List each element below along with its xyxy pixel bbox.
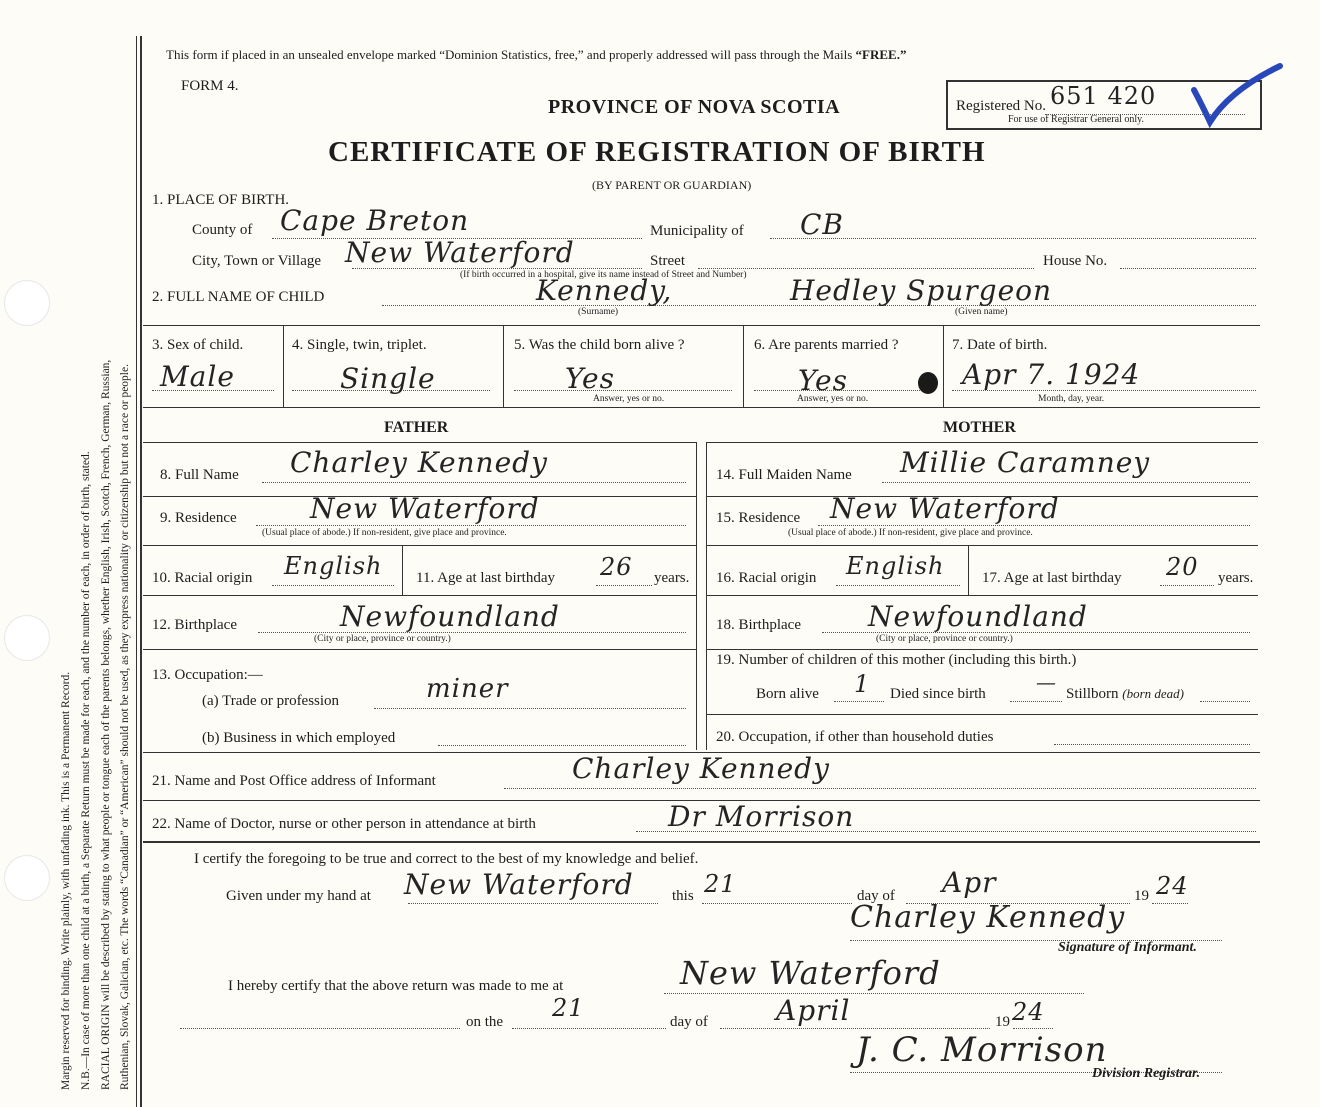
born-alive-label: 5. Was the child born alive ? bbox=[514, 337, 685, 353]
mother-residence-caption: (Usual place of abode.) If non-resident, give place and province. bbox=[788, 528, 1033, 538]
father-occupation-label: 13. Occupation:— bbox=[152, 667, 263, 683]
mail-note bbox=[166, 47, 906, 63]
died-since-birth-underline bbox=[1010, 701, 1062, 702]
child-name-label: 2. FULL NAME OF CHILD bbox=[152, 289, 325, 305]
registered-number: 651 420 bbox=[1050, 82, 1157, 110]
doctor-value: Dr Morrison bbox=[668, 800, 855, 833]
mother-rule-4 bbox=[706, 595, 1258, 596]
father-rule-4 bbox=[143, 595, 696, 596]
registrar-year-value: 24 bbox=[1012, 998, 1045, 1026]
mother-rule-5 bbox=[706, 649, 1258, 650]
mother-name-value: Millie Caramney bbox=[900, 446, 1151, 479]
city-label: City, Town or Village bbox=[192, 253, 322, 269]
check-mark-icon bbox=[1190, 60, 1285, 130]
date-of-birth-label: 7. Date of birth. bbox=[952, 337, 1048, 353]
doctor-label: 22. Name of Doctor, nurse or other person in attendance at birth bbox=[152, 816, 536, 832]
trade-value: miner bbox=[426, 674, 509, 704]
city-value: New Waterford bbox=[345, 236, 575, 269]
registrar-day-value: 21 bbox=[552, 994, 585, 1022]
registrar-place-value: New Waterford bbox=[680, 954, 941, 992]
informant-value: Charley Kennedy bbox=[572, 752, 830, 785]
certificate-subtitle: (BY PARENT OR GUARDIAN) bbox=[592, 178, 752, 192]
sex-value: Male bbox=[160, 360, 235, 393]
punch-hole-top bbox=[4, 280, 50, 326]
mail-note-free: “FREE.” bbox=[855, 47, 907, 62]
municipality-value: CB bbox=[800, 208, 844, 241]
mother-racial-label: 16. Racial origin bbox=[716, 570, 817, 586]
registrar-place-underline bbox=[664, 993, 1084, 994]
punch-hole-middle bbox=[4, 615, 50, 661]
divider-5-6 bbox=[743, 325, 744, 407]
month-value: Apr bbox=[942, 866, 997, 899]
divider-3-4 bbox=[283, 325, 284, 407]
died-since-birth-value: — bbox=[1036, 670, 1057, 694]
mother-rule-1 bbox=[706, 442, 1258, 443]
mother-birthplace-caption: (City or place, province or country.) bbox=[876, 634, 1013, 644]
mother-residence-label: 15. Residence bbox=[716, 510, 801, 526]
mother-age-underline bbox=[1160, 585, 1214, 586]
father-racial-value: English bbox=[284, 552, 383, 580]
street-underline bbox=[698, 268, 1034, 269]
on-the-lead-underline bbox=[180, 1028, 460, 1029]
margin-note-4: Ruthenian, Slovak, Galician, etc. The words “Canadian” or “American” should not be used, as they express nationality or citizenship but not a race or people. bbox=[119, 364, 131, 1090]
registrar-year-prefix: 19 bbox=[995, 1014, 1010, 1030]
mail-note-text: This form if placed in an unsealed envelope marked “Dominion Statistics, free,” and properly addressed will pass through the Mails bbox=[166, 47, 853, 62]
registrar-note: For use of Registrar General only. bbox=[1008, 114, 1144, 125]
punch-hole-bottom bbox=[4, 855, 50, 901]
registrar-year-underline bbox=[1013, 1028, 1053, 1029]
stillborn-text: Stillborn bbox=[1066, 686, 1119, 702]
stillborn-label bbox=[1066, 686, 1184, 703]
father-rule-5 bbox=[143, 649, 696, 650]
father-name-label: 8. Full Name bbox=[160, 467, 239, 483]
date-of-birth-caption: Month, day, year. bbox=[1038, 394, 1105, 404]
business-underline bbox=[438, 745, 686, 746]
informant-label: 21. Name and Post Office address of Informant bbox=[152, 773, 436, 789]
registrar-day-of-label: day of bbox=[670, 1014, 708, 1030]
margin-rule-left bbox=[136, 36, 137, 1107]
place-of-birth-label: 1. PLACE OF BIRTH. bbox=[152, 192, 290, 208]
born-alive-caption: Answer, yes or no. bbox=[593, 394, 665, 404]
father-racial-underline bbox=[272, 585, 394, 586]
child-surname-value: Kennedy, bbox=[536, 274, 673, 307]
father-residence-value: New Waterford bbox=[310, 492, 540, 525]
given-name-caption: (Given name) bbox=[955, 307, 1008, 317]
street-label: Street bbox=[650, 253, 685, 269]
father-residence-underline bbox=[256, 525, 686, 526]
parents-married-caption: Answer, yes or no. bbox=[797, 394, 869, 404]
parents-married-value: Yes bbox=[798, 364, 848, 397]
margin-note-3: RACIAL ORIGIN will be described by stating to what people or tongue each of the parents belongs, whether English, Irish, Scotch, French, German, Russian, bbox=[100, 359, 112, 1090]
father-rule-1 bbox=[143, 442, 696, 443]
registrar-day-underline bbox=[512, 1028, 666, 1029]
sex-label: 3. Sex of child. bbox=[152, 337, 244, 353]
father-age-underline bbox=[596, 585, 652, 586]
surname-caption: (Surname) bbox=[578, 307, 619, 317]
born-alive-value: Yes bbox=[565, 362, 615, 395]
died-since-birth-label: Died since birth bbox=[890, 686, 986, 702]
father-column-right bbox=[696, 442, 697, 750]
house-number-label: House No. bbox=[1043, 253, 1108, 269]
father-residence-caption: (Usual place of abode.) If non-resident, give place and province. bbox=[262, 528, 507, 538]
business-label: (b) Business in which employed bbox=[202, 730, 396, 746]
father-name-value: Charley Kennedy bbox=[290, 446, 548, 479]
mother-occupation-label: 20. Occupation, if other than household duties bbox=[716, 729, 994, 745]
hospital-note: (If birth occurred in a hospital, give its name instead of Street and Number) bbox=[460, 270, 747, 280]
given-place-value: New Waterford bbox=[404, 868, 634, 901]
year-underline bbox=[1152, 903, 1188, 904]
rule-before-certification bbox=[143, 841, 1260, 843]
margin-rule-right bbox=[140, 36, 142, 1107]
mother-birthplace-label: 18. Birthplace bbox=[716, 617, 801, 633]
father-racial-label: 10. Racial origin bbox=[152, 570, 253, 586]
given-under-hand-label: Given under my hand at bbox=[226, 888, 371, 904]
on-the-label: on the bbox=[466, 1014, 504, 1030]
born-alive-underline bbox=[514, 390, 732, 391]
registrar-month-value: April bbox=[776, 994, 851, 1027]
divider-4-5 bbox=[503, 325, 504, 407]
trade-label: (a) Trade or profession bbox=[202, 693, 340, 709]
father-birthplace-value: Newfoundland bbox=[340, 600, 560, 633]
mother-birthplace-value: Newfoundland bbox=[868, 600, 1088, 633]
divider-6-7 bbox=[943, 325, 944, 407]
mother-race-age-divider bbox=[968, 545, 969, 595]
parents-married-label: 6. Are parents married ? bbox=[754, 337, 899, 353]
day-value: 21 bbox=[704, 870, 737, 898]
father-name-underline bbox=[262, 482, 686, 483]
rule-after-name bbox=[143, 325, 1260, 326]
mother-rule-3 bbox=[706, 545, 1258, 546]
mother-racial-underline bbox=[836, 585, 960, 586]
born-alive-count-label: Born alive bbox=[756, 686, 819, 702]
mother-occupation-underline bbox=[1054, 744, 1250, 745]
mother-rule-6 bbox=[706, 714, 1258, 715]
children-count-label: 19. Number of children of this mother (including this birth.) bbox=[716, 652, 1077, 668]
father-age-unit: years. bbox=[654, 570, 690, 586]
ink-blot bbox=[918, 372, 938, 394]
mother-racial-value: English bbox=[846, 552, 945, 580]
mother-name-label: 14. Full Maiden Name bbox=[716, 467, 852, 483]
stillborn-underline bbox=[1200, 701, 1250, 702]
municipality-label: Municipality of bbox=[650, 223, 744, 239]
certify-statement: I certify the foregoing to be true and correct to the best of my knowledge and belief. bbox=[194, 851, 699, 867]
given-place-underline bbox=[408, 903, 658, 904]
mother-residence-underline bbox=[818, 525, 1250, 526]
born-alive-count-value: 1 bbox=[854, 670, 871, 698]
day-underline bbox=[702, 903, 852, 904]
day-of-label: day of bbox=[857, 888, 895, 904]
stillborn-note: (born dead) bbox=[1122, 686, 1185, 701]
registrar-signature-caption: Division Registrar. bbox=[1092, 1066, 1201, 1081]
mother-name-underline bbox=[882, 482, 1250, 483]
mother-age-label: 17. Age at last birthday bbox=[982, 570, 1122, 586]
father-residence-label: 9. Residence bbox=[160, 510, 237, 526]
child-given-value: Hedley Spurgeon bbox=[790, 274, 1053, 307]
plurality-label: 4. Single, twin, triplet. bbox=[292, 337, 427, 353]
father-rule-3 bbox=[143, 545, 696, 546]
father-age-label: 11. Age at last birthday bbox=[416, 570, 555, 586]
county-label: County of bbox=[192, 222, 253, 238]
county-value: Cape Breton bbox=[280, 204, 470, 237]
margin-note-1: Margin reserved for binding. Write plainly, with unfading ink. This is a Permanent Record. bbox=[60, 671, 72, 1090]
mother-age-unit: years. bbox=[1218, 570, 1254, 586]
registered-label: Registered No. bbox=[956, 98, 1046, 114]
mother-heading: MOTHER bbox=[943, 419, 1016, 436]
year-value: 24 bbox=[1156, 872, 1189, 900]
rule-after-items bbox=[143, 407, 1260, 408]
father-birthplace-label: 12. Birthplace bbox=[152, 617, 237, 633]
trade-underline bbox=[374, 708, 686, 709]
registrar-month-underline bbox=[720, 1028, 990, 1029]
certificate-title: CERTIFICATE OF REGISTRATION OF BIRTH bbox=[328, 136, 986, 168]
mother-residence-value: New Waterford bbox=[830, 492, 1060, 525]
born-alive-count-underline bbox=[834, 701, 884, 702]
registrar-signature: J. C. Morrison bbox=[856, 1030, 1108, 1070]
this-label: this bbox=[672, 888, 694, 904]
father-race-age-divider bbox=[402, 545, 403, 595]
mother-age-value: 20 bbox=[1166, 553, 1199, 581]
form-number: FORM 4. bbox=[181, 78, 239, 94]
father-birthplace-caption: (City or place, province or country.) bbox=[314, 634, 451, 644]
date-of-birth-value: Apr 7. 1924 bbox=[962, 358, 1141, 391]
informant-signature-caption: Signature of Informant. bbox=[1058, 940, 1197, 955]
year-prefix: 19 bbox=[1134, 888, 1149, 904]
province-heading: PROVINCE OF NOVA SCOTIA bbox=[548, 96, 841, 118]
informant-signature: Charley Kennedy bbox=[850, 900, 1126, 935]
margin-note-2: N.B.—In case of more than one child at a birth, a Separate Return must be made for each, and the number of each, in order of birth, stated. bbox=[80, 451, 92, 1090]
house-number-underline bbox=[1120, 268, 1256, 269]
informant-underline bbox=[504, 788, 1256, 789]
father-heading: FATHER bbox=[384, 419, 449, 436]
father-age-value: 26 bbox=[600, 553, 633, 581]
plurality-value: Single bbox=[340, 362, 436, 395]
registrar-statement: I hereby certify that the above return was made to me at bbox=[228, 978, 564, 994]
mother-column-left bbox=[706, 442, 707, 750]
